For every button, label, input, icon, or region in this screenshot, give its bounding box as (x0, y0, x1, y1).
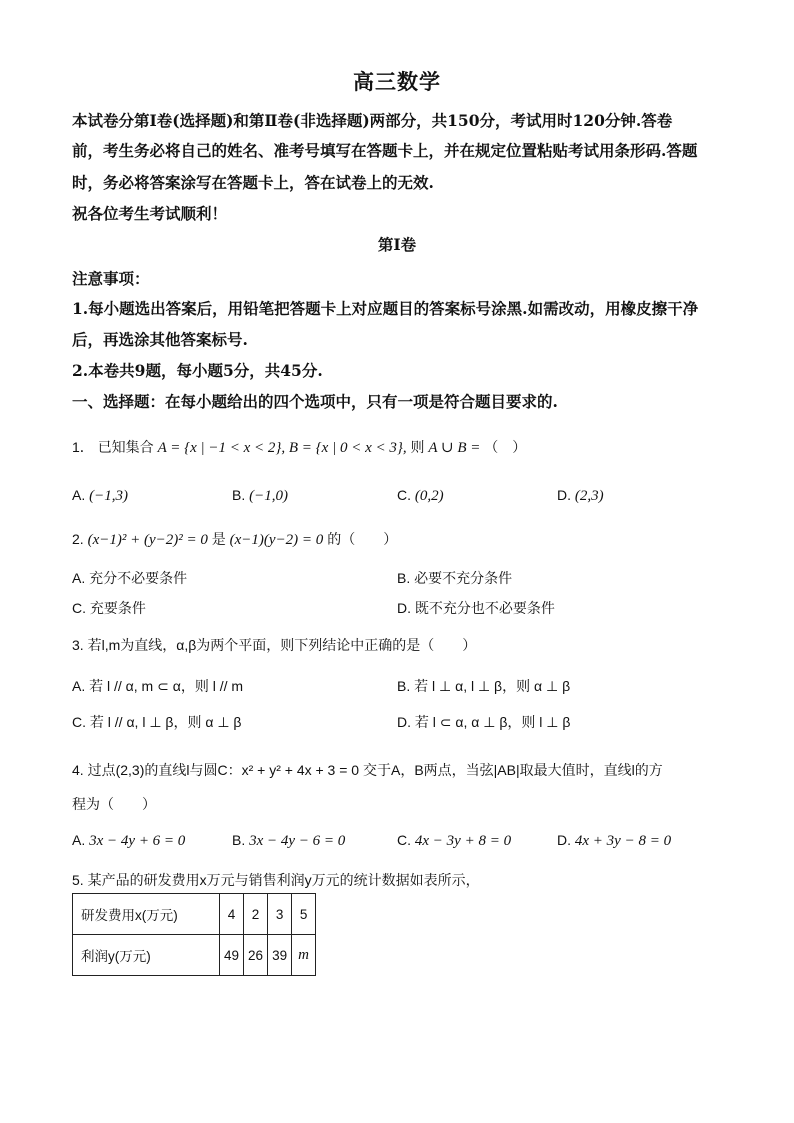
q4-option-d: D. 4x + 3y − 8 = 0 (557, 832, 672, 849)
table-row (73, 935, 316, 976)
q1-paren: （ ） (484, 439, 527, 455)
q5-number: 5. (72, 872, 84, 888)
q5-stem: 5. 某产品的研发费用x万元与销售利润y万元的统计数据如表所示， (72, 872, 480, 888)
table-cell: 4 (220, 894, 244, 935)
q1-option-b: B. (−1,0) (232, 487, 288, 504)
page-title: 高三数学 (353, 69, 441, 94)
q1-option-c: C. (0,2) (397, 487, 444, 504)
q5-data-table (72, 893, 316, 976)
q1-post: 则 (410, 439, 425, 455)
q1-option-d: D. (2,3) (557, 487, 604, 504)
intro-line-1: 本试卷分第Ⅰ卷(选择题)和第Ⅱ卷(非选择题)两部分，共150分，考试用时120分钟.答卷 (72, 111, 673, 130)
q3-option-c: C. 若 l // α, l ⊥ β，则 α ⊥ β (72, 714, 242, 730)
q3-option-d: D. 若 l ⊂ α, α ⊥ β，则 l ⊥ β (397, 714, 571, 730)
q4-number: 4. (72, 762, 84, 778)
table-cell: m (292, 935, 316, 976)
q2-option-a: A. 充分不必要条件 (72, 570, 188, 586)
q4-stem-line-2: 程为（ ） (72, 796, 156, 812)
table-row-header: 利润y(万元) (73, 935, 220, 976)
part-heading: 一、选择题：在每小题给出的四个选项中，只有一项是符合题目要求的. (72, 392, 558, 411)
q1-stem (72, 437, 526, 457)
q3-stem: 3. 若l,m为直线，α,β为两个平面，则下列结论中正确的是（ ） (72, 637, 477, 653)
q1-union: A ∪ B = (428, 440, 481, 456)
q4-option-b: B. 3x − 4y − 6 = 0 (232, 832, 346, 849)
table-cell: 49 (220, 935, 244, 976)
notice-heading: 注意事项： (72, 269, 150, 288)
q2-stem: 2. (x−1)² + (y−2)² = 0 是 (x−1)(y−2) = 0 的（ ） (72, 531, 398, 548)
table-cell: 3 (268, 894, 292, 935)
table-row-header: 研发费用x(万元) (73, 894, 220, 935)
q4-option-a: A. 3x − 4y + 6 = 0 (72, 832, 186, 849)
intro-line-3: 时，务必将答案涂写在答题卡上，答在试卷上的无效. (72, 173, 434, 192)
table-cell: 5 (292, 894, 316, 935)
table-cell: 26 (244, 935, 268, 976)
notice-line-2: 后，再选涂其他答案标号. (72, 330, 248, 349)
q3-option-b: B. 若 l ⊥ α, l ⊥ β，则 α ⊥ β (397, 678, 571, 694)
intro-line-2: 前，考生务必将自己的姓名、准考号填写在答题卡上，并在规定位置粘贴考试用条形码.答题 (72, 141, 698, 160)
q2-option-d: D. 既不充分也不必要条件 (397, 600, 555, 616)
q1-option-a: A. (−1,3) (72, 487, 128, 504)
q3-option-a: A. 若 l // α, m ⊂ α，则 l // m (72, 678, 244, 694)
q2-option-c: C. 充要条件 (72, 600, 146, 616)
q1-pre: 已知集合 (97, 439, 154, 455)
q4-stem-line-1: 4. 过点(2,3)的直线l与圆C：x² + y² + 4x + 3 = 0 交于A，B两点，当弦|AB|取最大值时，直线l的方 (72, 762, 663, 778)
table-cell: 39 (268, 935, 292, 976)
q3-number: 3. (72, 637, 84, 653)
table-cell: 2 (244, 894, 268, 935)
q2-condition-2: (x−1)(y−2) = 0 (229, 532, 324, 548)
q2-number: 2. (72, 531, 84, 547)
q2-option-b: B. 必要不充分条件 (397, 570, 513, 586)
q2-condition-1: (x−1)² + (y−2)² = 0 (87, 532, 208, 548)
table-row (73, 894, 316, 935)
section-title: 第Ⅰ卷 (377, 235, 417, 254)
q1-number: 1． (72, 439, 94, 455)
notice-line-3: 2.本卷共9题，每小题5分，共45分. (72, 361, 323, 380)
q4-option-c: C. 4x − 3y + 8 = 0 (397, 832, 512, 849)
q1-sets: A = {x | −1 < x < 2}, B = {x | 0 < x < 3}, (157, 440, 407, 456)
intro-line-4: 祝各位考生考试顺利！ (72, 204, 228, 223)
notice-line-1: 1.每小题选出答案后，用铅笔把答题卡上对应题目的答案标号涂黑.如需改动，用橡皮擦干净 (72, 299, 699, 318)
